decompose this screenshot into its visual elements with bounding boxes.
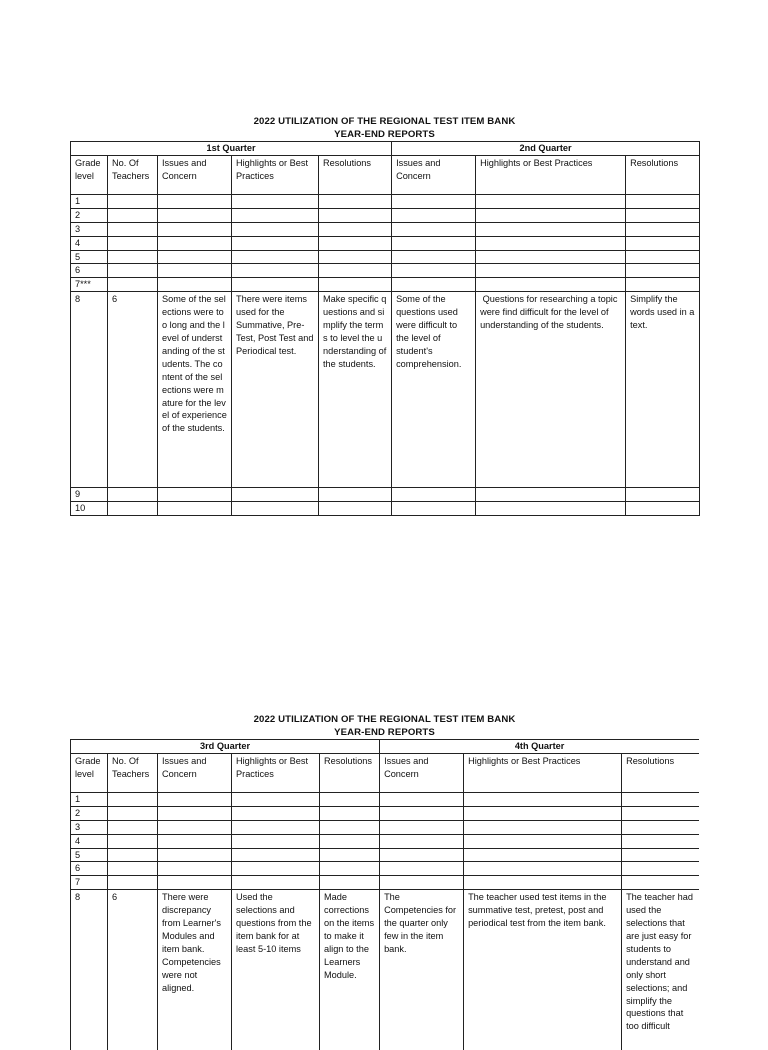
table-row-grade-8 bbox=[71, 292, 700, 488]
header-highlights-q2: Highlights or Best Practices bbox=[476, 155, 626, 194]
issues-q2-cell: Some of the questions used were difficult to the level of student's comprehension. bbox=[392, 292, 476, 488]
grade-cell: 3 bbox=[71, 820, 108, 834]
grade-cell: 5 bbox=[71, 250, 108, 264]
teachers-cell: 6 bbox=[108, 890, 158, 1050]
table-row bbox=[71, 208, 700, 222]
quarter-header-row bbox=[71, 740, 700, 754]
table-row bbox=[71, 834, 700, 848]
table-row bbox=[71, 862, 700, 876]
table-row bbox=[71, 806, 700, 820]
grade-cell: 9 bbox=[71, 488, 108, 502]
header-issues-q4: Issues and Concern bbox=[380, 753, 464, 792]
grade-cell: 8 bbox=[71, 890, 108, 1050]
quarter-header-row bbox=[71, 142, 700, 156]
table-row bbox=[71, 488, 700, 502]
grade-cell: 6 bbox=[71, 264, 108, 278]
grade-cell: 8 bbox=[71, 292, 108, 488]
quarter-1-header: 1st Quarter bbox=[71, 142, 392, 156]
header-highlights-q3: Highlights or Best Practices bbox=[232, 753, 320, 792]
grade-cell: 2 bbox=[71, 208, 108, 222]
table-row-grade-8 bbox=[71, 890, 700, 1050]
resolutions-q2-cell: Simplify the words used in a text. bbox=[626, 292, 700, 488]
header-resolutions-q3: Resolutions bbox=[320, 753, 380, 792]
report-2 bbox=[70, 713, 699, 1050]
header-highlights-q4: Highlights or Best Practices bbox=[464, 753, 622, 792]
resolutions-q1-cell: Make specific questions and simplify the terms to level the understanding of the students. bbox=[319, 292, 392, 488]
quarter-4-header: 4th Quarter bbox=[380, 740, 699, 754]
report-1-title-line2: YEAR-END REPORTS bbox=[334, 129, 435, 140]
grade-cell: 4 bbox=[71, 236, 108, 250]
table-row bbox=[71, 236, 700, 250]
grade-cell: 3 bbox=[71, 222, 108, 236]
grade-cell: 6 bbox=[71, 862, 108, 876]
table-row bbox=[71, 194, 700, 208]
table-row bbox=[71, 848, 700, 862]
grade-cell: 5 bbox=[71, 848, 108, 862]
highlights-q2-cell: Questions for researching a topic were find difficult for the level of understanding of the students. bbox=[476, 292, 626, 488]
header-highlights-q1: Highlights or Best Practices bbox=[232, 155, 319, 194]
issues-q1-cell: Some of the selections were too long and the level of understanding of the students. The content of the selections were mature for the level of experience of the students. bbox=[158, 292, 232, 488]
grade-cell: 10 bbox=[71, 502, 108, 516]
table-row bbox=[71, 792, 700, 806]
column-header-row bbox=[71, 155, 700, 194]
column-header-row bbox=[71, 753, 700, 792]
table-row bbox=[71, 820, 700, 834]
quarter-2-header: 2nd Quarter bbox=[392, 142, 700, 156]
report-2-title bbox=[70, 713, 699, 739]
highlights-q3-cell: Used the selections and questions from the item bank for at least 5-10 items bbox=[232, 890, 320, 1050]
report-1-title bbox=[70, 115, 699, 141]
header-no-of-teachers: No. Of Teachers bbox=[108, 155, 158, 194]
grade-cell: 4 bbox=[71, 834, 108, 848]
table-row bbox=[71, 264, 700, 278]
resolutions-q4-cell: The teacher had used the selections that are just easy for students to understand and only short selections; and simplify the questions that too difficult bbox=[622, 890, 699, 1050]
grade-cell: 1 bbox=[71, 792, 108, 806]
table-row bbox=[71, 502, 700, 516]
header-issues-q2: Issues and Concern bbox=[392, 155, 476, 194]
resolutions-q3-cell: Made corrections on the items to make it align to the Learners Module. bbox=[320, 890, 380, 1050]
header-issues-q3: Issues and Concern bbox=[158, 753, 232, 792]
header-no-of-teachers: No. Of Teachers bbox=[108, 753, 158, 792]
teachers-cell: 6 bbox=[108, 292, 158, 488]
grade-cell: 2 bbox=[71, 806, 108, 820]
header-issues-q1: Issues and Concern bbox=[158, 155, 232, 194]
header-grade-level: Grade level bbox=[71, 753, 108, 792]
issues-q3-cell: There were discrepancy from Learner's Modules and item bank. Competencies were not aligned. bbox=[158, 890, 232, 1050]
header-resolutions-q2: Resolutions bbox=[626, 155, 700, 194]
header-resolutions-q1: Resolutions bbox=[319, 155, 392, 194]
quarter-3-header: 3rd Quarter bbox=[71, 740, 380, 754]
header-resolutions-q4: Resolutions bbox=[622, 753, 699, 792]
report-1-title-line1: 2022 UTILIZATION OF THE REGIONAL TEST ITEM BANK bbox=[253, 116, 516, 127]
grade-cell: 1 bbox=[71, 194, 108, 208]
report-1 bbox=[70, 115, 699, 516]
report-2-table bbox=[70, 739, 699, 1050]
issues-q4-cell: The Competencies for the quarter only few in the item bank. bbox=[380, 890, 464, 1050]
grade-cell: 7 bbox=[71, 876, 108, 890]
table-row bbox=[71, 876, 700, 890]
report-1-table bbox=[70, 141, 700, 516]
table-row bbox=[71, 250, 700, 264]
table-row bbox=[71, 222, 700, 236]
table-row bbox=[71, 278, 700, 292]
report-2-title-line2: YEAR-END REPORTS bbox=[334, 727, 435, 738]
highlights-q4-cell: The teacher used test items in the summative test, pretest, post and periodical test from the item bank. bbox=[464, 890, 622, 1050]
report-2-table-clip bbox=[70, 739, 699, 1050]
grade-cell: 7*** bbox=[71, 278, 108, 292]
header-grade-level: Grade level bbox=[71, 155, 108, 194]
highlights-q1-cell: There were items used for the Summative, Pre-Test, Post Test and Periodical test. bbox=[232, 292, 319, 488]
report-2-title-line1: 2022 UTILIZATION OF THE REGIONAL TEST ITEM BANK bbox=[253, 714, 516, 725]
